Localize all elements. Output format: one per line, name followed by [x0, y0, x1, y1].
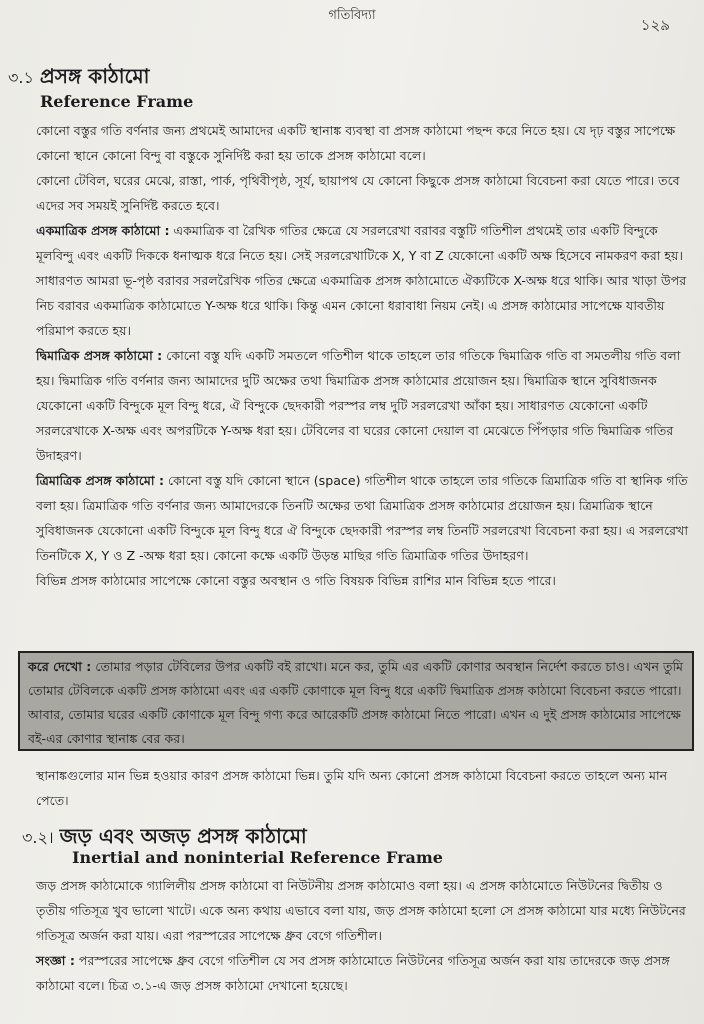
two-d-text: কোনো বস্তু যদি একটি সমতলে গতিশীল থাকে তাহলে তার গতিকে দ্বিমাত্রিক গতি বা সমতলীয় গতি বলা হয়। দ্বিমাত্রিক গতি বর্ণনার জন্য আমাদের দুটি অক্ষের তথা দ্বিমাত্রিক প্রসঙ্গ কাঠামোর প্রয়োজন হয়। দ্বিমাত্রিক স্থানে সুবিধাজনক যেকোনো একটি বিন্দুকে মূল বিন্দু ধরে, ঐ বিন্দুকে ছেদকারী পরস্পর লম্ব দুটি সরলরেখা আঁকা হয়। সাধারণত যেকোনো একটি সরলরেখাকে X-অক্ষ এবং অপরটিকে Y-অক্ষ ধরা হয়। টেবিলের বা ঘরের কোনো দেয়াল বা মেঝেতে পিঁপড়ার গতি দ্বিমাত্রিক গতির উদাহরণ। — [36, 348, 681, 463]
section-3-1-heading — [8, 62, 149, 95]
two-d-term: দ্বিমাত্রিক প্রসঙ্গ কাঠামো : — [36, 348, 163, 363]
running-head: গতিবিদ্যা — [328, 8, 376, 23]
one-d-term: একমাত্রিক প্রসঙ্গ কাঠামো : — [36, 223, 170, 238]
after-activity-paragraph: স্থানাঙ্কগুলোর মান ভিন্ন হওয়ার কারণ প্রসঙ্গ কাঠামো ভিন্ন। তুমি যদি অন্য কোনো প্রসঙ্গ কাঠামো বিবেচনা করতে তাহলে অন্য মান পেতে। — [36, 768, 668, 808]
definition-paragraph — [14, 948, 694, 998]
one-d-text: একমাত্রিক বা রৈখিক গতির ক্ষেত্রে যে সরলরেখা বরাবর বস্তুটি গতিশীল প্রথমেই তার একটি বিন্দুকে মূলবিন্দু এবং একটি দিককে ধনাত্মক ধরে নিতে হয়। সেই সরলরেখাটিকে X, Y বা Z যেকোনো একটি অক্ষ হিসেবে নামকরণ করা হয়। সাধারণত আমরা ভূ-পৃষ্ঠ বরাবর সরলরৈখিক গতির ক্ষেত্রে একমাত্রিক প্রসঙ্গ কাঠামোতে ঐক্যটিকে X-অক্ষ ধরে থাকি। আর খাড়া উপর নিচ বরাবর একমাত্রিক কাঠামোতে Y-অক্ষ ধরে থাকি। কিন্তু এমন কোনো ধরাবাধা নিয়ম নেই। এ প্রসঙ্গ কাঠামোর সাপেক্ষে যাবতীয় পরিমাপ করতে হয়। — [36, 223, 687, 338]
section-number: ৩.১ — [8, 68, 34, 87]
intro-paragraph: কোনো বস্তুর গতি বর্ণনার জন্য প্রথমেই আমাদের একটি স্থানাঙ্ক ব্যবস্থা বা প্রসঙ্গ কাঠামো পছন্দ করে নিতে হয়। যে দৃঢ় বস্তুর সাপেক্ষে কোনো স্থানে কোনো বিন্দু বা বস্তুকে সুনির্দিষ্ট করা হয় তাকে প্রসঙ্গ কাঠামো বলে। — [36, 123, 676, 163]
section-3-1-body — [14, 118, 694, 593]
section-title: প্রসঙ্গ কাঠামো — [39, 64, 150, 88]
activity-text: তোমার পড়ার টেবিলের উপর একটি বই রাখো। মনে কর, তুমি এর একটি কোণার অবস্থান নির্দেশ করতে চাও। এখন তুমি তোমার টেবিলকে একটি প্রসঙ্গ কাঠামো এবং এর একটি কোণাকে মূল বিন্দু ধরে একটি দ্বিমাত্রিক প্রসঙ্গ কাঠামো বিবেচনা করতে পারো। আবার, তোমার ঘরের একটি কোণাকে মূল বিন্দু গণ্য করে আরেকটি প্রসঙ্গ কাঠামো নিতে পারো। এখন এ দুই প্রসঙ্গ কাঠামোর সাপেক্ষে বই-এর কোণার স্থানাঙ্ক বের কর। — [28, 659, 684, 746]
two-d-paragraph — [14, 343, 694, 468]
three-d-text: কোনো বস্তু যদি কোনো স্থানে (space) গতিশীল থাকে তাহলে তার গতিকে ত্রিমাত্রিক গতি বা স্থানিক গতি বলা হয়। ত্রিমাত্রিক গতি বর্ণনার জন্য আমাদেরকে তিনটি অক্ষের তথা ত্রিমাত্রিক প্রসঙ্গ কাঠামোর প্রয়োজন হয়। ত্রিমাত্রিক স্থানে সুবিধাজনক যেকোনো একটি বিন্দুকে মূল বিন্দু ধরে ঐ বিন্দুকে ছেদকারী পরস্পর লম্ব তিনটি সরলরেখা বিবেচনা করা হয়। এ সরলরেখা তিনটিকে X, Y ও Z -অক্ষ ধরা হয়। কোনো কক্ষে একটি উড়ন্ত মাছির গতি ত্রিমাত্রিক গতির উদাহরণ। — [36, 473, 688, 563]
inertial-intro-paragraph: জড় প্রসঙ্গ কাঠামোকে গ্যালিলীয় প্রসঙ্গ কাঠামো বা নিউটনীয় প্রসঙ্গ কাঠামোও বলা হয়। এ প্রসঙ্গ কাঠামোতে নিউটনের দ্বিতীয় ও তৃতীয় গতিসূত্র খুব ভালো খাটে। একে অন্য কথায় এভাবে বলা যায়, জড় প্রসঙ্গ কাঠামো হলো সে প্রসঙ্গ কাঠামো যার মধ্যে নিউটনের গতিসূত্র অর্জন করা যায়। এরা পরস্পরের সাপেক্ষে ধ্রুব বেগে গতিশীল। — [36, 878, 686, 943]
variation-note: বিভিন্ন প্রসঙ্গ কাঠামোর সাপেক্ষে কোনো বস্তুর অবস্থান ও গতি বিষয়ক বিভিন্ন রাশির মান বিভিন্ন হতে পারে। — [36, 573, 556, 588]
section-3-2-body — [14, 873, 694, 998]
examples-paragraph: কোনো টেবিল, ঘরের মেঝে, রাস্তা, পার্ক, পৃথিবীপৃষ্ঠ, সূর্য, ছায়াপথ যে কোনো কিছুকে প্রসঙ্গ কাঠামো বিবেচনা করা যেতে পারে। তবে এদের সব সময়ই সুনির্দিষ্ট করতে হবে। — [36, 173, 680, 213]
definition-term: সংজ্ঞা : — [36, 953, 75, 968]
after-activity-block — [14, 763, 694, 813]
section-subtitle: Reference Frame — [40, 92, 194, 111]
three-d-paragraph — [14, 468, 694, 568]
three-d-term: ত্রিমাত্রিক প্রসঙ্গ কাঠামো : — [36, 473, 164, 488]
page-number: ১২৯ — [640, 16, 670, 34]
activity-term: করে দেখো : — [28, 659, 92, 674]
section-number: ৩.২। — [22, 828, 54, 847]
section-title: জড় এবং অজড় প্রসঙ্গ কাঠামো — [59, 824, 307, 848]
activity-box — [18, 651, 694, 751]
definition-text: পরস্পরের সাপেক্ষে ধ্রুব বেগে গতিশীল যে সব প্রসঙ্গ কাঠামোতে নিউটনের গতিসূত্র অর্জন করা যায় তাদেরকে জড় প্রসঙ্গ কাঠামো বলে। চিত্র ৩.১-এ জড় প্রসঙ্গ কাঠামো দেখানো হয়েছে। — [36, 953, 670, 993]
one-d-paragraph — [14, 218, 694, 343]
section-subtitle: Inertial and noninterial Reference Frame — [72, 848, 443, 867]
